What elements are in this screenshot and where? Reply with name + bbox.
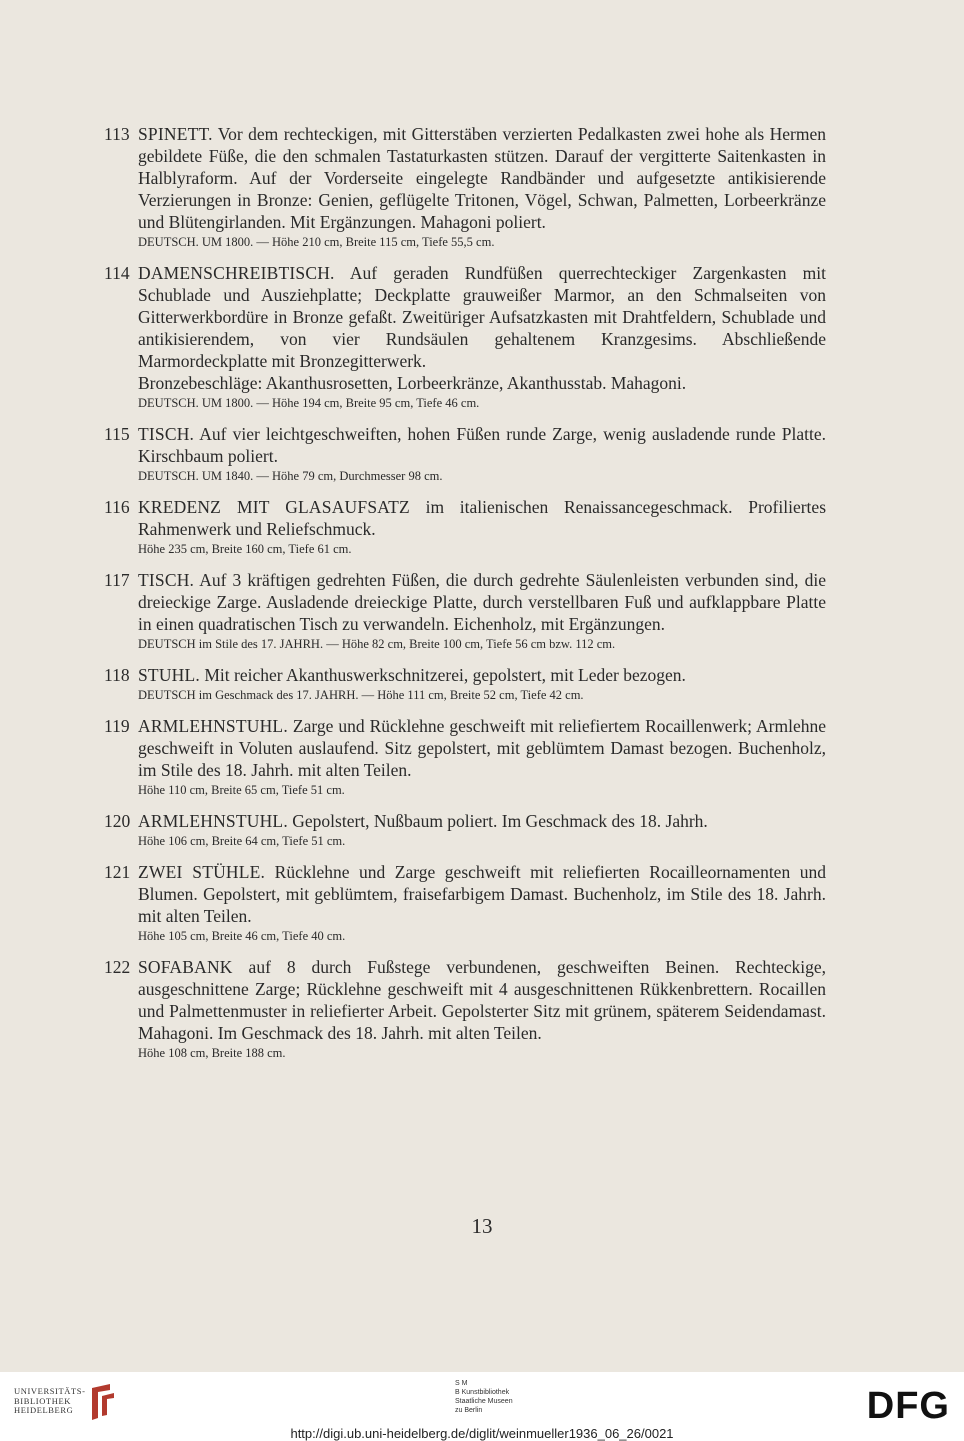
entry-number: 119 [104, 716, 130, 736]
entry-text: Auf vier leichtgeschweiften, hohen Füßen runde Zarge, wenig ausladende runde Platte. Kirschbaum poliert. [138, 424, 826, 466]
entry-dimensions: DEUTSCH im Geschmack des 17. JAHRH. — Höhe 111 cm, Breite 52 cm, Tiefe 42 cm. [138, 688, 584, 702]
entry-number: 122 [104, 957, 131, 977]
entry-number: 115 [104, 424, 130, 444]
entry-dimensions: DEUTSCH im Stile des 17. JAHRH. — Höhe 82 cm, Breite 100 cm, Tiefe 56 cm bzw. 112 cm. [138, 637, 616, 651]
entry-title: ARMLEHNSTUHL. [138, 716, 288, 736]
source-url-link[interactable]: http://digi.ub.uni-heidelberg.de/diglit/weinmueller1936_06_26/0021 [290, 1426, 674, 1441]
entry-text: Gepolstert, Nußbaum poliert. Im Geschmack des 18. Jahrh. [287, 811, 708, 831]
entry-text: Vor dem rechteckigen, mit Gitterstäben verzierten Pedalkasten zwei hohe als Hermen gebildete Füße, die den schmalen Tastaturkasten stützen. Darauf der vergitterte Saitenkasten in Halblyraform. Auf der Vorderseite eingelegte Randbänder und aufgesetzte antikisierende Verzierungen in Bronze: Genien, geflügelte Tritonen, Vögel, Schwan, Palmetten, Lorbeerkränze und Blütengirlanden. Mit Ergänzungen. Mahagoni poliert. [138, 124, 826, 232]
entry-title: TISCH. [138, 424, 195, 444]
entry-extra-text: Bronzebeschläge: Akanthusrosetten, Lorbeerkränze, Akanthusstab. Mahagoni. [138, 373, 687, 393]
museum-line: Staatliche Museen [455, 1398, 513, 1405]
entry-description [138, 423, 826, 467]
museum-line: B Kunstbibliothek [455, 1389, 510, 1396]
university-line: BIBLIOTHEK [14, 1395, 71, 1406]
catalog-entry [104, 423, 826, 485]
catalog-entry [104, 861, 826, 945]
entry-number: 121 [104, 862, 131, 882]
entry-title: SOFABANK [138, 957, 233, 977]
entry-dimensions: Höhe 235 cm, Breite 160 cm, Tiefe 61 cm. [138, 542, 352, 556]
entry-text: Rücklehne und Zarge geschweift mit reliefierten Rocailleornamenten und Blumen. Gepolstert, mit geblümtem, fraisefarbigem Damast. Buchenholz, im Stile des 18. Jahrh. mit alten Teilen. [138, 862, 826, 926]
entry-text: im italienischen Renaissancegeschmack. Profiliertes Rahmenwerk und Reliefschmuck. [138, 497, 826, 539]
entry-title: KREDENZ MIT GLASAUFSATZ [138, 497, 410, 517]
entry-number: 116 [104, 497, 130, 517]
entry-description [138, 496, 826, 540]
entry-number: 117 [104, 570, 130, 590]
catalog-entry [104, 664, 826, 704]
dfg-logo[interactable]: DFG [866, 1385, 950, 1427]
entry-title: STUHL. [138, 665, 200, 685]
entry-text: Auf geraden Rundfüßen querrechteckiger Zargenkasten mit Schublade und Ausziehplatte; Deckplatte grauweißer Marmor, an den Schmalseiten von Gitterwerkbordüre in Bronze gefaßt. Zweitüriger Aufsatzkasten mit Drahtfeldern, Schublade und antikisierendem, von vier Rundsäulen gehaltenem Kranzgesims. Abschließende Marmordeckplatte mit Bronzegitterwerk. [138, 263, 826, 371]
entry-description [138, 569, 826, 635]
museum-line: S M [455, 1380, 468, 1387]
entry-description [138, 664, 826, 686]
entry-description [138, 810, 826, 832]
entry-number: 118 [104, 665, 130, 685]
entry-title: ARMLEHNSTUHL. [138, 811, 288, 831]
entry-number: 114 [104, 263, 130, 283]
entry-description [138, 956, 826, 1044]
university-line: HEIDELBERG [14, 1405, 74, 1415]
entry-number: 120 [104, 811, 131, 831]
university-line: UNIVERSITÄTS- [14, 1386, 86, 1396]
university-library-label[interactable] [14, 1387, 86, 1416]
entry-dimensions: Höhe 105 cm, Breite 46 cm, Tiefe 40 cm. [138, 929, 346, 943]
entry-title: DAMENSCHREIBTISCH. [138, 263, 335, 283]
page-number: 13 [471, 1214, 493, 1238]
entry-dimensions: Höhe 110 cm, Breite 65 cm, Tiefe 51 cm. [138, 783, 345, 797]
entry-dimensions: Höhe 106 cm, Breite 64 cm, Tiefe 51 cm. [138, 834, 346, 848]
entry-text: auf 8 durch Fußstege verbundenen, geschweiften Beinen. Rechteckige, ausgeschnittene Zarge; Rücklehne geschweift mit 4 ausgeschnittenen Rükkenbrettern. Rocaillen und Palmettenmuster in reliefierter Arbeit. Gepolsterter Sitz mit grünem, späterem Seidendamast. Mahagoni. Im Geschmack des 18. Jahrh. mit alten Teilen. [138, 957, 826, 1043]
entry-dimensions: DEUTSCH. UM 1800. — Höhe 210 cm, Breite 115 cm, Tiefe 55,5 cm. [138, 235, 495, 249]
entry-description [138, 123, 826, 233]
entry-text: Mit reicher Akanthuswerkschnitzerei, gepolstert, mit Leder bezogen. [199, 665, 686, 685]
catalog-entry [104, 569, 826, 653]
entry-title: ZWEI STÜHLE. [138, 862, 266, 882]
museum-credit [455, 1379, 513, 1415]
entry-description [138, 262, 826, 372]
entry-dimensions: DEUTSCH. UM 1800. — Höhe 194 cm, Breite 95 cm, Tiefe 46 cm. [138, 396, 480, 410]
catalog-entry [104, 496, 826, 558]
catalog-entry [104, 715, 826, 799]
museum-line: zu Berlin [455, 1407, 483, 1414]
entry-description [138, 715, 826, 781]
entry-title: SPINETT. [138, 124, 213, 144]
catalog-entry [104, 956, 826, 1062]
entry-text: Auf 3 kräftigen gedrehten Füßen, die durch gedrehte Säulenleisten verbunden sind, die dreieckige Zarge. Ausladende dreieckige Platte, durch verstellbaren Fuß und aufklappbare Platte in einen quadratischen Tisch zu verwandeln. Eichenholz, mit Ergänzungen. [138, 570, 826, 634]
entry-number: 113 [104, 124, 130, 144]
entry-text: Zarge und Rücklehne geschweift mit reliefiertem Rocaillenwerk; Armlehne geschweift in Voluten auslaufend. Sitz gepolstert, mit geblümtem Damast bezogen. Buchenholz, im Stile des 18. Jahrh. mit alten Teilen. [138, 716, 826, 780]
entry-title: TISCH. [138, 570, 195, 590]
entry-dimensions: DEUTSCH. UM 1840. — Höhe 79 cm, Durchmesser 98 cm. [138, 469, 443, 483]
university-logo-icon[interactable] [88, 1382, 118, 1424]
catalog-entry [104, 810, 826, 850]
entry-description [138, 861, 826, 927]
catalog-entry [104, 123, 826, 251]
catalog-entries [104, 123, 826, 1073]
footer-bar [0, 1372, 964, 1441]
catalog-entry [104, 262, 826, 412]
entry-dimensions: Höhe 108 cm, Breite 188 cm. [138, 1046, 286, 1060]
